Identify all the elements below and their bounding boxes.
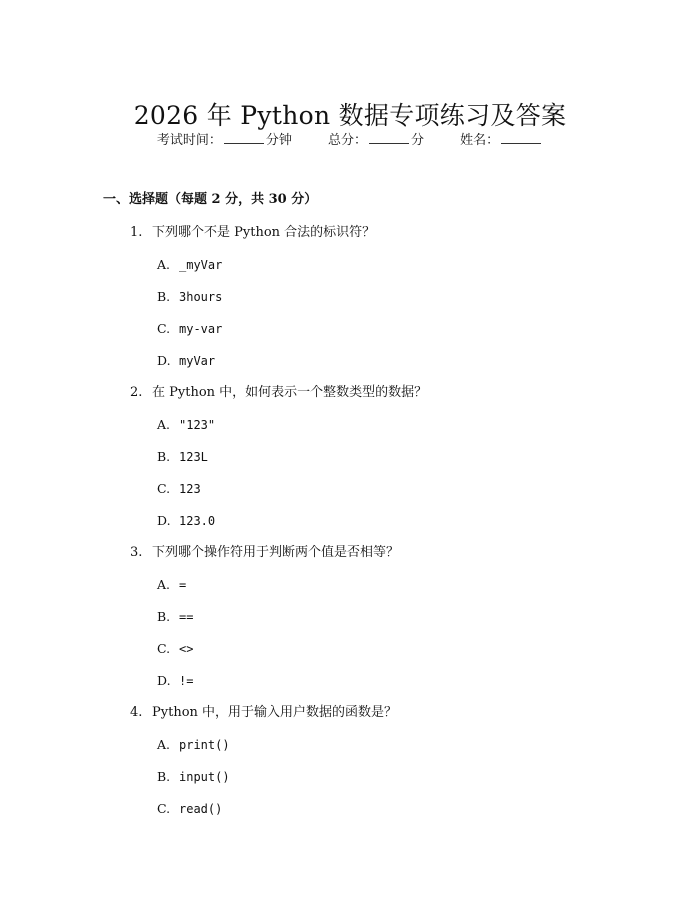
answer-option[interactable]: [157, 446, 640, 468]
option-text: =: [179, 578, 187, 592]
option-text: <>: [179, 642, 194, 656]
option-text: input(): [179, 770, 230, 784]
question-stem: [130, 382, 640, 404]
question-number: 4.: [130, 705, 143, 720]
option-list: [130, 734, 640, 820]
option-text: my-var: [179, 322, 223, 336]
answer-option[interactable]: [157, 734, 640, 756]
exam-time-label: 考试时间：: [156, 133, 222, 148]
question-number: 2.: [130, 385, 143, 400]
total-score-unit: 分: [411, 133, 425, 148]
total-score-label: 总分：: [327, 133, 367, 148]
question-text: 下列哪个不是 Python 合法的标识符？: [152, 225, 376, 240]
option-letter: D.: [157, 353, 171, 368]
student-name-blank: [501, 130, 541, 144]
question-number: 1.: [130, 225, 143, 240]
option-list: [130, 254, 640, 372]
answer-option[interactable]: [157, 478, 640, 500]
exam-time-blank: [224, 130, 264, 144]
option-letter: B.: [157, 769, 171, 784]
answer-option[interactable]: [157, 318, 640, 340]
option-letter: B.: [157, 289, 171, 304]
answer-option[interactable]: [157, 414, 640, 436]
answer-option[interactable]: [157, 638, 640, 660]
question-text: 在 Python 中，如何表示一个整数类型的数据？: [152, 385, 428, 400]
option-letter: B.: [157, 609, 171, 624]
exam-meta: [0, 130, 700, 152]
option-letter: B.: [157, 449, 171, 464]
question-stem: [130, 222, 640, 244]
question-stem: [130, 542, 640, 564]
answer-option[interactable]: [157, 254, 640, 276]
question-list: [130, 222, 640, 830]
option-list: [130, 414, 640, 532]
option-text: read(): [179, 802, 223, 816]
option-letter: C.: [157, 801, 171, 816]
option-letter: C.: [157, 481, 171, 496]
student-name-label: 姓名：: [460, 133, 500, 148]
total-score: [328, 130, 424, 152]
question-item: [130, 702, 640, 820]
answer-option[interactable]: [157, 606, 640, 628]
option-text: 123L: [179, 450, 208, 464]
answer-option[interactable]: [157, 766, 640, 788]
option-text: 123.0: [179, 514, 216, 528]
section-title: 一、选择题（每题 2 分，共 30 分）: [103, 192, 318, 207]
question-stem: [130, 702, 640, 724]
option-text: _myVar: [179, 258, 223, 272]
option-letter: C.: [157, 641, 171, 656]
option-letter: A.: [157, 417, 171, 432]
option-letter: C.: [157, 321, 171, 336]
option-letter: D.: [157, 673, 171, 688]
option-text: "123": [179, 418, 216, 432]
question-text: 下列哪个操作符用于判断两个值是否相等？: [152, 545, 400, 560]
option-letter: D.: [157, 513, 171, 528]
question-text: Python 中，用于输入用户数据的函数是？: [152, 705, 398, 720]
answer-option[interactable]: [157, 670, 640, 692]
option-letter: A.: [157, 257, 171, 272]
answer-option[interactable]: [157, 350, 640, 372]
page-title: 2026 年 Python 数据专项练习及答案: [133, 100, 567, 130]
option-text: 123: [179, 482, 201, 496]
option-text: myVar: [179, 354, 216, 368]
answer-option[interactable]: [157, 286, 640, 308]
option-text: ==: [179, 610, 194, 624]
answer-option[interactable]: [157, 798, 640, 820]
question-item: [130, 222, 640, 372]
exam-time-unit: 分钟: [265, 133, 292, 148]
question-number: 3.: [130, 545, 143, 560]
option-text: 3hours: [179, 290, 223, 304]
option-letter: A.: [157, 737, 171, 752]
option-text: !=: [179, 674, 194, 688]
exam-time: [157, 130, 292, 152]
question-item: [130, 382, 640, 532]
student-name: [460, 130, 543, 152]
total-score-blank: [369, 130, 409, 144]
answer-option[interactable]: [157, 510, 640, 532]
option-letter: A.: [157, 577, 171, 592]
option-text: print(): [179, 738, 230, 752]
answer-option[interactable]: [157, 574, 640, 596]
question-item: [130, 542, 640, 692]
option-list: [130, 574, 640, 692]
